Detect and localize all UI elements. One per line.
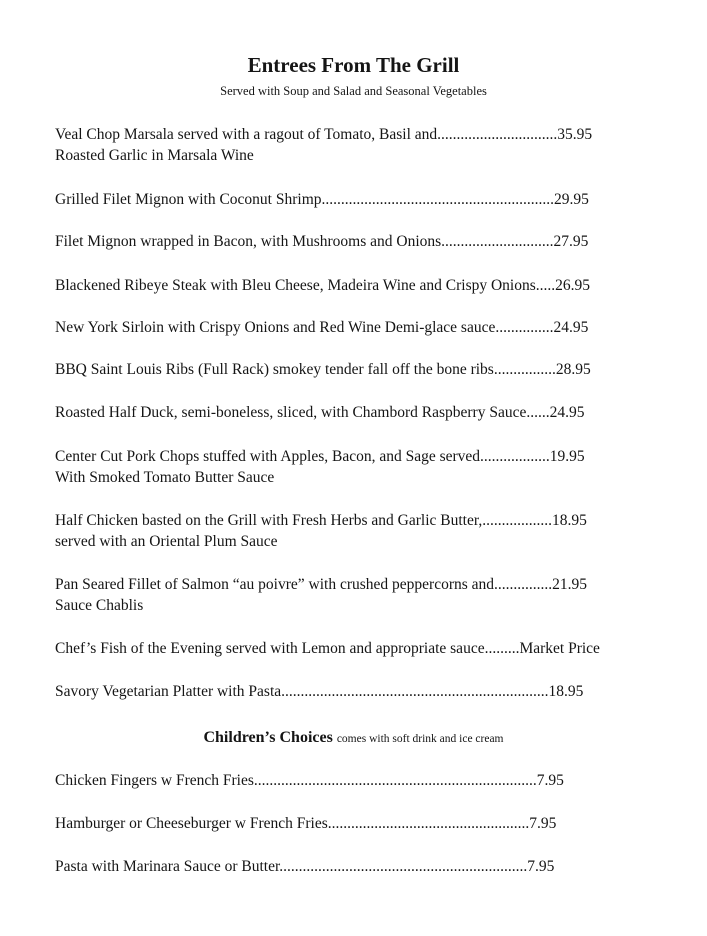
menu-item-line: Savory Vegetarian Platter with Pasta.....................................................................18.95 [55,683,584,700]
menu-item-line: Half Chicken basted on the Grill with Fresh Herbs and Garlic Butter,..................18.95 [55,512,587,529]
menu-item-line: Filet Mignon wrapped in Bacon, with Mushrooms and Onions.............................27.95 [55,233,589,250]
page-subtitle: Served with Soup and Salad and Seasonal Vegetables [220,84,487,98]
menu-item-bbq-ribs [55,359,591,380]
menu-item-vegetarian-platter [55,681,583,702]
childrens-heading: Children’s Choices [203,729,333,746]
childrens-section-heading [0,729,707,747]
menu-item-roasted-half-duck [55,402,584,423]
menu-item-filet-mignon-bacon [55,231,588,252]
menu-item-hamburger [55,813,556,834]
menu-item-line: BBQ Saint Louis Ribs (Full Rack) smokey tender fall off the bone ribs................28.95 [55,361,591,378]
childrens-note: comes with soft drink and ice cream [336,733,504,745]
menu-item-grilled-filet-mignon [55,189,589,210]
menu-item-line: New York Sirloin with Crispy Onions and Red Wine Demi-glace sauce...............24.95 [55,319,589,336]
menu-item-line: With Smoked Tomato Butter Sauce [55,469,275,486]
menu-item-new-york-sirloin [55,317,588,338]
menu-item-line: Roasted Garlic in Marsala Wine [55,147,254,164]
menu-item-salmon-au-poivre [55,574,587,616]
menu-item-pork-chops [55,446,585,488]
menu-item-line: Sauce Chablis [55,597,144,614]
menu-item-line: Chef’s Fish of the Evening served with Lemon and appropriate sauce.........Market Price [55,640,600,657]
menu-item-line: Veal Chop Marsala served with a ragout of Tomato, Basil and...............................35.95 [55,126,593,143]
menu-item-chicken-fingers [55,770,564,791]
menu-item-line: Blackened Ribeye Steak with Bleu Cheese, Madeira Wine and Crispy Onions.....26.95 [55,277,591,294]
menu-item-line: Hamburger or Cheeseburger w French Fries....................................................7.95 [55,815,557,832]
menu-item-line: Center Cut Pork Chops stuffed with Apples, Bacon, and Sage served..................19.95 [55,448,585,465]
menu-item-line: Chicken Fingers w French Fries.........................................................................7.95 [55,772,564,789]
menu-item-line: Pan Seared Fillet of Salmon “au poivre” with crushed peppercorns and...............21.95 [55,576,588,593]
menu-item-blackened-ribeye [55,275,590,296]
menu-item-line: Roasted Half Duck, semi-boneless, sliced, with Chambord Raspberry Sauce......24.95 [55,404,585,421]
menu-item-chefs-fish [55,638,600,659]
menu-item-half-chicken [55,510,587,552]
menu-item-veal-chop-marsala [55,124,592,166]
menu-item-line: Grilled Filet Mignon with Coconut Shrimp............................................................29.95 [55,191,589,208]
page-title: Entrees From The Grill [247,53,460,77]
menu-item-pasta-marinara [55,856,554,877]
menu-item-line: served with an Oriental Plum Sauce [55,533,278,550]
menu-item-line: Pasta with Marinara Sauce or Butter................................................................7.95 [55,858,555,875]
